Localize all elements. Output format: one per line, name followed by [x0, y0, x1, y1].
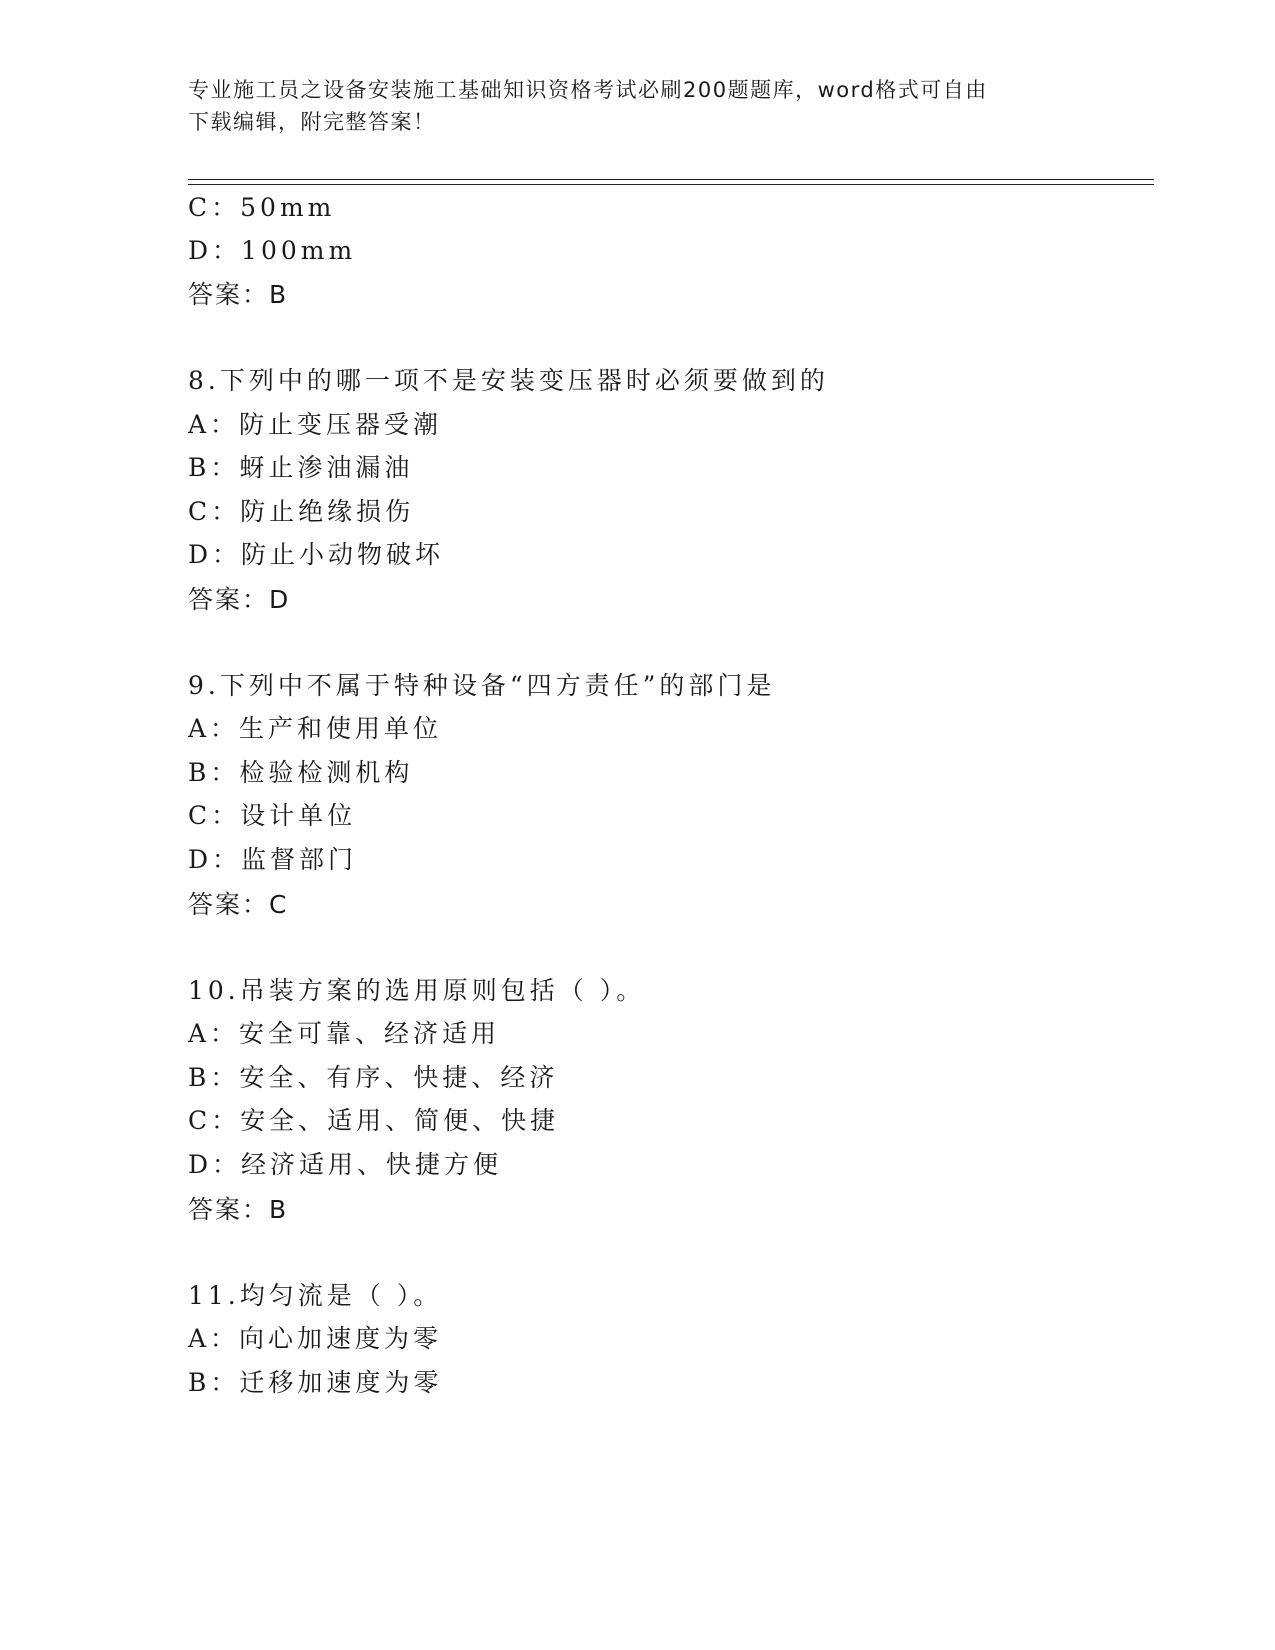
- q10-answer: 答案：B: [188, 1195, 289, 1224]
- q10-option-c: C：安全、适用、简便、快捷: [188, 1106, 560, 1135]
- q10-option-d: D：经济适用、快捷方便: [188, 1150, 503, 1179]
- prev-answer: 答案：B: [188, 280, 289, 309]
- header-divider-bottom: [188, 184, 1154, 185]
- q8-option-a: A：防止变压器受潮: [188, 410, 443, 439]
- q9-option-b: B：检验检测机构: [188, 758, 414, 787]
- q8-question: 8.下列中的哪一项不是安装变压器时必须要做到的: [188, 366, 829, 395]
- prev-option-c: C：50mm: [188, 193, 336, 222]
- header-divider-top: [188, 179, 1154, 180]
- q9-answer: 答案：C: [188, 890, 289, 919]
- q11-question: 11.均匀流是（ ）。: [188, 1281, 443, 1310]
- q8-option-c: C：防止绝缘损伤: [188, 497, 415, 526]
- q11-option-a: A：向心加速度为零: [188, 1324, 443, 1353]
- header-title-line-2: 下载编辑，附完整答案！: [188, 110, 436, 134]
- q11-option-b: B：迁移加速度为零: [188, 1368, 443, 1397]
- q9-option-c: C：设计单位: [188, 801, 357, 830]
- q8-option-d: D：防止小动物破坏: [188, 540, 445, 569]
- q8-option-b: B：蚜止渗油漏油: [188, 453, 414, 482]
- prev-option-d: D：100mm: [188, 236, 357, 265]
- q8-answer: 答案：D: [188, 585, 291, 614]
- q10-option-a: A：安全可靠、经济适用: [188, 1019, 501, 1048]
- q10-question: 10.吊装方案的选用原则包括（ ）。: [188, 976, 646, 1005]
- document-header: [188, 74, 1088, 138]
- q9-option-d: D：监督部门: [188, 845, 358, 874]
- q9-option-a: A：生产和使用单位: [188, 714, 443, 743]
- q10-option-b: B：安全、有序、快捷、经济: [188, 1063, 559, 1092]
- q9-question: 9.下列中不属于特种设备“四方责任”的部门是: [188, 671, 776, 700]
- header-title-line-1: 专业施工员之设备安装施工基础知识资格考试必刷200题题库，word格式可自由: [188, 78, 988, 102]
